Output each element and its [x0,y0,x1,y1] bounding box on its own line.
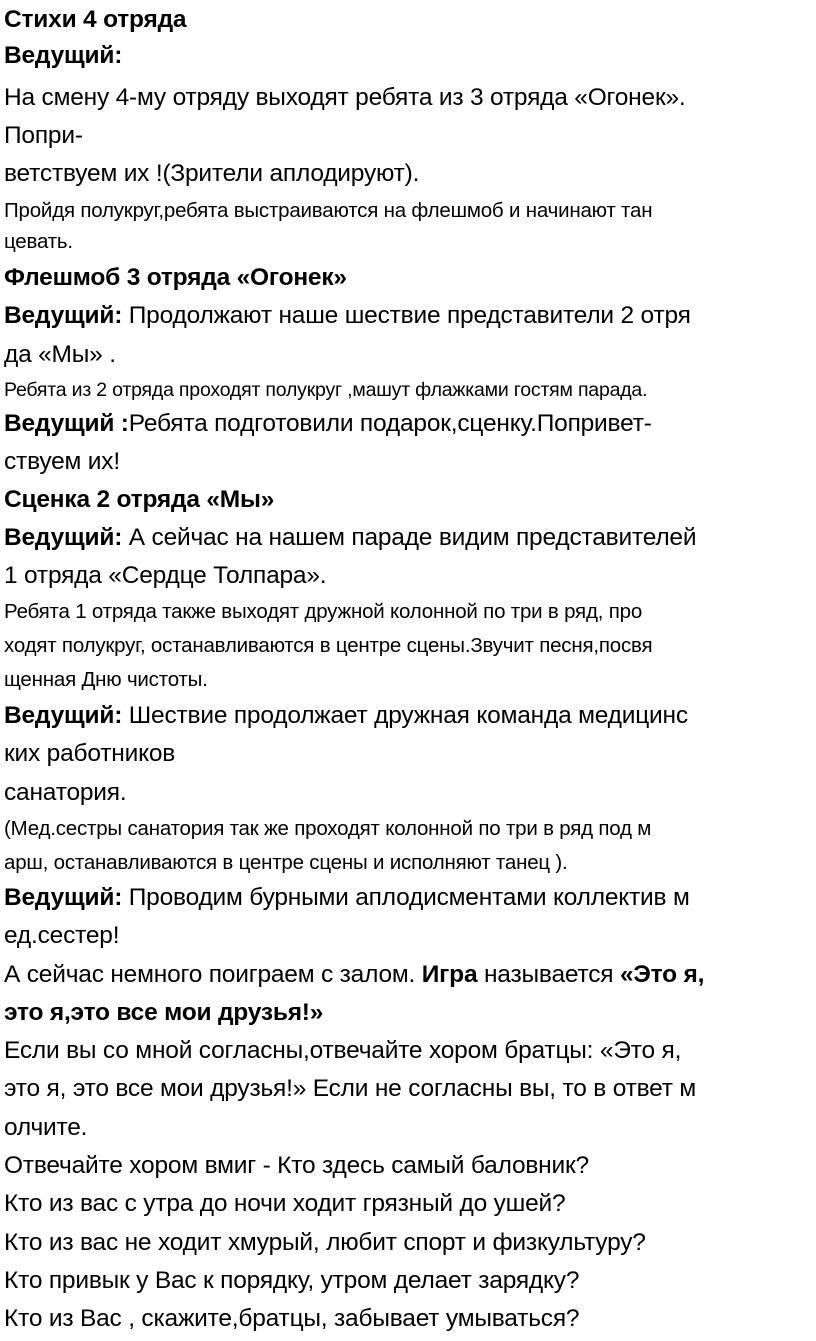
stage-direction-line: (Мед.сестры санатория так же проходят колонной по три в ряд под м [4,817,652,840]
text-line: ед.сестер! [4,922,120,949]
text-line: Попри- [4,122,83,149]
speaker-line: Ведущий: Проводим бурными аплодисментами коллектив м [4,884,690,911]
section-heading: Стихи 4 отряда [4,6,187,33]
section-heading: Сценка 2 отряда «Мы» [4,486,275,513]
speaker-line: Ведущий :Ребята подготовили подарок,сценку.Попривет- [4,410,652,437]
verse-line: Кто привык у Вас к порядку, утром делает зарядку? [4,1267,580,1294]
speaker-line: Ведущий: А сейчас на нашем параде видим представителей [4,524,697,551]
text-line: Если вы со мной согласны,отвечайте хором братцы: «Это я, [4,1037,682,1064]
text-line: это я, это все мои друзья!» Если не согласны вы, то в ответ м [4,1075,697,1102]
speaker-label: Ведущий : [4,410,129,437]
speaker-label: Ведущий: [4,524,129,551]
text-line: 1 отряда «Сердце Толпара». [4,562,327,589]
text-line: олчите. [4,1114,88,1141]
speaker-label: Ведущий: [4,302,129,329]
stage-direction-line: Ребята из 2 отряда проходят полукруг ,машут флажками гостям парада. [4,379,648,401]
game-intro-line: А сейчас немного поиграем с залом. Игра называется «Это я, [4,961,705,988]
text-line: На смену 4-му отряду выходят ребята из 3 отряда «Огонек». [4,84,686,111]
speaker-label: Ведущий: [4,702,129,729]
text-line: ветствуем их !(Зрители аплодируют). [4,160,420,187]
verse-line: Кто из Вас , скажите,братцы, забывает умываться? [4,1305,580,1332]
stage-direction-line: арш, останавливаются в центре сцены и исполняют танец ). [4,851,568,874]
stage-direction-line: ходят полукруг, останавливаются в центре сцены.Звучит песня,посвя [4,634,653,657]
speaker-line: Ведущий: Шествие продолжает дружная команда медицинс [4,702,688,729]
speaker-label: Ведущий: [4,42,123,69]
stage-direction-line: Ребята 1 отряда также выходят дружной колонной по три в ряд, про [4,600,643,623]
stage-direction-line: цевать. [4,230,73,253]
speaker-label: Ведущий: [4,884,129,911]
speaker-line: Ведущий: Продолжают наше шествие представители 2 отря [4,302,691,329]
text-line: ких работников [4,740,176,767]
verse-line: Отвечайте хором вмиг - Кто здесь самый баловник? [4,1152,589,1179]
stage-direction-line: щенная Дню чистоты. [4,668,208,691]
verse-line: Кто из вас с утра до ночи ходит грязный до ушей? [4,1190,566,1217]
verse-line: Кто из вас не ходит хмурый, любит спорт и физкультуру? [4,1229,646,1256]
text-line: санатория. [4,779,127,806]
text-line: да «Мы» . [4,341,116,368]
section-heading: Флешмоб 3 отряда «Огонек» [4,264,347,291]
text-line: ствуем их! [4,448,120,475]
stage-direction-line: Пройдя полукруг,ребята выстраиваются на флешмоб и начинают тан [4,199,653,222]
game-title-line: это я,это все мои друзья!» [4,999,324,1026]
